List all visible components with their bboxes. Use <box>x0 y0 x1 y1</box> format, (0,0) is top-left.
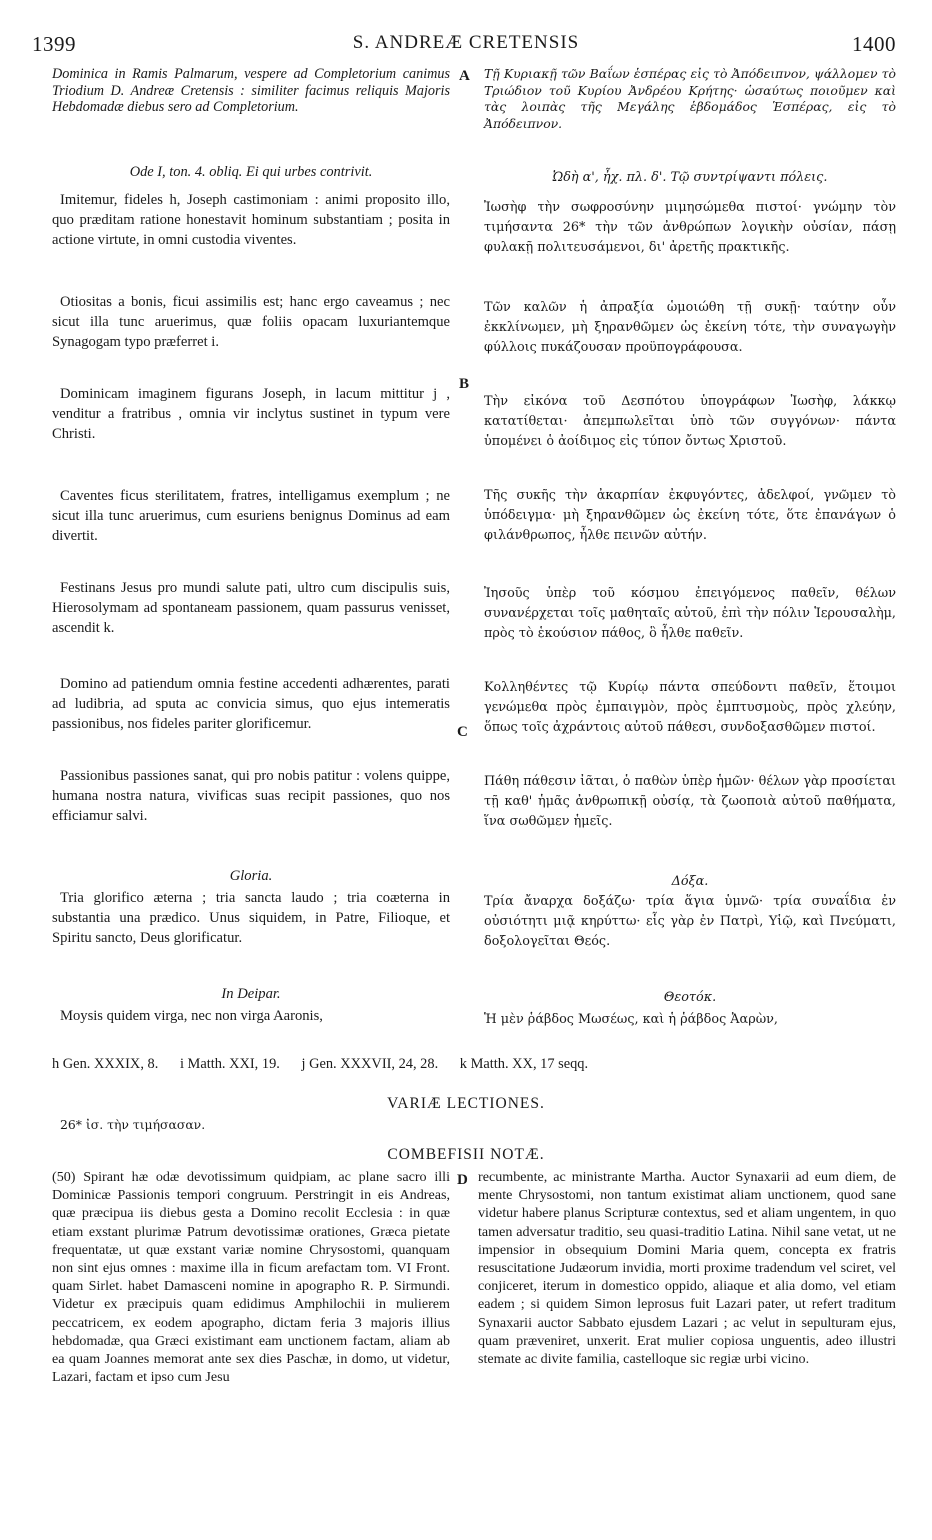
latin-stanza: Caventes ficus sterilitatem, fratres, intelligamus exemplum ; ne sicut illa tunc aruerimus, cum esuriens benignus Dominus ad eam divertit. <box>52 488 450 544</box>
margin-marker: A <box>459 68 470 84</box>
footnote: k Matth. XX, 17 seqq. <box>459 1056 589 1072</box>
greek-stanza: Τῶν καλῶν ἡ ἀπραξία ὡμοιώθη τῇ συκῇ· ταύτην οὖν ἐκκλίνωμεν, μὴ ξηρανθῶμεν ὡς ἐκείνη τότε, τὴν συναγωγὴν φύλλοις πυκάζουσαν προϋπογράφουσα. <box>484 300 896 355</box>
margin-marker: D <box>457 1172 468 1188</box>
greek-stanza: Τὴν εἰκόνα τοῦ Δεσπότου ὑπογράφων Ἰωσὴφ, λάκκῳ κατατίθεται· ἀπεμπωλεῖται ὑπὸ τῶν συγγόνων· πάντα ὑπομένει ὁ ἀοίδιμος εἰς τύπον ὄντως Χριστοῦ. <box>484 394 896 449</box>
latin-ode-heading: Ode I, ton. 4. obliq. Ei qui urbes contrivit. <box>129 164 373 180</box>
greek-stanza: Ἰησοῦς ὑπὲρ τοῦ κόσμου ἐπειγόμενος παθεῖν, θέλων συνανέρχεται τοῖς μαθηταῖς αὐτοῦ, ἐπὶ τὴν πόλιν Ἱερουσαλὴμ, πρὸς τὸ ἑκούσιον πάθος, ὃ ἦλθε παθεῖν. <box>484 586 896 641</box>
latin-intro: Dominica in Ramis Palmarum, vespere ad Completorium canimus Triodium D. Andreæ Cretensis : similiter facimus reliquis Majoris Hebdomadæ diebus sero ad Completorium. <box>52 66 450 115</box>
greek-stanza: Ἰωσὴφ τὴν σωφροσύνην μιμησώμεθα πιστοί· γνώμην τὸν τιμήσαντα 26* τὴν τῶν ἀνθρώπων λογικὴν οὐσίαν, πάσῃ φυλακῇ πολιτευσάμενοι, δι' ἀρετῆς πρακτικῆς. <box>484 200 896 255</box>
footnote: i Matth. XXI, 19. <box>179 1056 280 1072</box>
latin-stanza: Passionibus passiones sanat, qui pro nobis patitur : volens quippe, humana nostra natura, vivificas suas recipit passiones, quo nos efficiamur salvi. <box>52 768 450 824</box>
page-number-right: 1400 <box>852 32 896 56</box>
note-paragraph: (50) Spirant hæ odæ devotissimum quidpiam, ac plane sacro illi Dominicæ Passionis tempori congruum. Perstringit in eis Andreas, quæ præcipua iis diebus gesta a Domino recolit Ecclesia : in quæ etiam exstant plurimæ Patrum devotissimæ orationes, Græca pietate frequentatæ, ut quæ exstant variæ nomine Chrysostomi, quanquam non sint ejus omnes : maxime illa in ficum arefactam tom. VI Front. quam Sirlet. habet Damasceni nomine in apographo R. P. Sirmundi. Videtur ex præcipuis quam edidimus Amphilochii in mulierem peccatricem, ex eodem apographo, dictam feria 3 majoris illius hebdomadæ, qua Græci existimant eam unctionem factam, aliam ab ea quam Joannes memorat ante sex dies Paschæ, in domo, ut videtur, Lazari, factam et ipso cum Jesu <box>52 1169 450 1386</box>
greek-stanza: Κολληθέντες τῷ Κυρίῳ πάντα σπεύδοντι παθεῖν, ἕτοιμοι γενώμεθα πρὸς ἐμπαιγμὸν, πρὸς ἐμπτυσμοὺς, πρὸς χλεύην, ὅπως τοῖς ἀχράντοις αὐτοῦ πάθεσι, συνδοξασθῶμεν πιστοί. <box>484 680 896 735</box>
footnotes <box>52 1056 892 1073</box>
latin-stanza: Tria glorifico æterna ; tria sancta laudo ; tria coæterna in substantia una prædico. Unus siquidem, in Patre, Filioque, et Spiritu sancto, Deus glorificatur. <box>52 890 450 946</box>
note-paragraph: recumbente, ac ministrante Martha. Auctor Synaxarii ad eum diem, de mente Chrysostomi, non tantum existimat aliam unctionem, quod sane videtur habere planus Scripturæ contextus, sed et aliam ungentem, in quo tamen adversatur traditio, seu quasi-traditio Latina. Nihil sane vetat, ut ne impensior in obsequium Domini Maria quem, concepta ex fratris resuscitatione Judæorum invidia, morti proxime tradendum vel sciret, vel conjiceret, iterum in domestico oppido, aliaque et alia domo, vel etiam eadem ; si quidem Simon leprosus fuit Lazari pater, ut refert traditum Synaxarii auctor Sabbato ejusdem Lazari ; ac velut in sepulturam ejus, quam præveniret, unxerit. Erat mulier copiosa unguentis, adeo illustri stemate ac divite familia, castelloque sic regiæ urbi vicino. <box>478 1169 896 1368</box>
latin-gloria-heading: Gloria. <box>229 868 273 884</box>
footnote: j Gen. XXXVII, 24, 28. <box>301 1056 439 1072</box>
running-title: S. ANDREÆ CRETENSIS <box>352 32 580 53</box>
latin-stanza: Festinans Jesus pro mundi salute pati, ultro cum discipulis suis, Hierosolymam ad spontaneam passionem, quam passurus venisset, ascendit k. <box>52 580 450 636</box>
latin-deipara-heading: In Deipar. <box>221 986 281 1002</box>
page-number-left: 1399 <box>32 32 76 56</box>
greek-ode-heading: Ὠδὴ α', ἦχ. πλ. δ'. Τῷ συντρίψαντι πόλεις. <box>552 170 828 185</box>
margin-marker: B <box>459 376 470 392</box>
variae-lectiones-title: VARIÆ LECTIONES. <box>387 1095 545 1112</box>
greek-stanza: Πάθη πάθεσιν ἰᾶται, ὁ παθὼν ὑπὲρ ἡμῶν· θέλων γὰρ προσίεται τῇ καθ' ἡμᾶς ἀνθρωπικῇ οὐσίᾳ, τὰ ζωοποιὰ αὐτοῦ παθήματα, ἵνα σωθῶμεν ἡμεῖς. <box>484 774 896 829</box>
greek-intro: Τῇ Κυριακῇ τῶν Βαΐων ἑσπέρας εἰς τὸ Ἀπόδειπνον, ψάλλομεν τὸ Τριώδιον τοῦ Κυρίου Ἀνδρέου Κρήτης· ὡσαύτως ποιοῦμεν καὶ τὰς λοιπὰς τῆς Μεγάλης ἑβδομάδος Ἑσπέρας, εἰς τὸ Ἀπόδειπνον. <box>484 66 896 131</box>
greek-stanza: Τρία ἄναρχα δοξάζω· τρία ἅγια ὑμνῶ· τρία συναΐδια ἐν οὐσιότητι μιᾷ κηρύττω· εἷς γὰρ ἐν Πατρὶ, Υἱῷ, καὶ Πνεύματι, δοξολογεῖται Θεός. <box>484 894 896 949</box>
greek-theotokion-heading: Θεοτόκ. <box>663 990 717 1005</box>
variant-reading: 26* ἰσ. τὴν τιμήσασαν. <box>60 1117 206 1132</box>
greek-doxa-heading: Δόξα. <box>671 874 709 889</box>
greek-stanza: Τῆς συκῆς τὴν ἀκαρπίαν ἐκφυγόντες, ἀδελφοί, γνῶμεν τὸ ὑπόδειγμα· μὴ ξηρανθῶμεν ὡς ἐκείνη τότε, ὅτε ἐπανάγων ὁ φιλάνθρωπος, ἦλθε πεινῶν αὐτήν. <box>484 488 896 543</box>
notes-left-column <box>52 1168 450 1386</box>
notes-right-column <box>478 1168 896 1368</box>
latin-stanza: Dominicam imaginem figurans Joseph, in lacum mittitur j , venditur a fratribus , omnia vir inclytus sustinet in typum vere Christi. <box>52 386 450 442</box>
combefis-notes-title: COMBEFISII NOTÆ. <box>387 1146 545 1163</box>
latin-stanza: Domino ad patiendum omnia festine accedenti adhærentes, parati ad ludibria, ad sputa ac convicia simus, quo ejus intemeratis passionibus, nos fideles pariter glorificemur. <box>52 676 450 732</box>
latin-stanza: Moysis quidem virga, nec non virga Aaronis, <box>60 1008 323 1024</box>
latin-stanza: Imitemur, fideles h, Joseph castimoniam : animi proposito illo, quo præditam ratione honestavit hominum substantiam ; posita in actione virtute, in omni custodia viventes. <box>52 192 450 248</box>
greek-stanza: Ἡ μὲν ῥάβδος Μωσέως, καὶ ἡ ῥάβδος Ἀαρὼν, <box>484 1012 778 1027</box>
footnote: h Gen. XXXIX, 8. <box>52 1056 159 1072</box>
margin-marker: C <box>457 724 468 740</box>
latin-stanza: Otiositas a bonis, ficui assimilis est; hanc ergo caveamus ; nec sicut illa tunc aruerimus, quæ foliis opacam luxuriantemque Synagogam typo præferret i. <box>52 294 450 350</box>
